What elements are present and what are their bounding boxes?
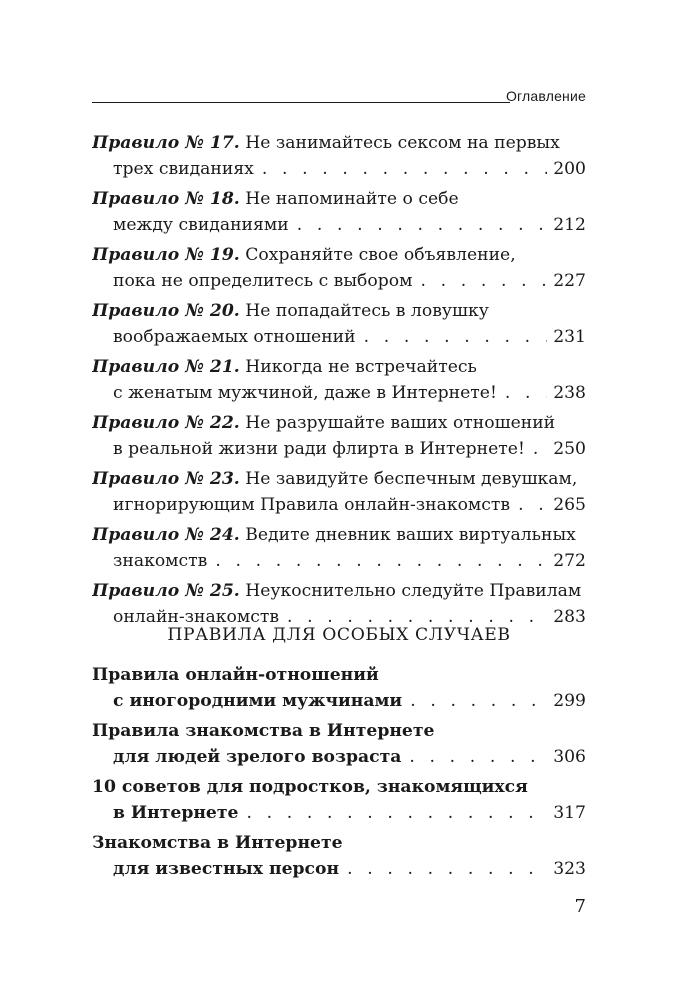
page-number: 231 [553, 327, 586, 347]
entry-title-line2: для известных персон [113, 859, 340, 879]
dot-leader [533, 436, 547, 462]
rule-title-line1: Не занимайтесь сексом на первых [245, 133, 560, 153]
rule-title-line2: трех свиданиях [113, 159, 254, 179]
rule-title-line2: с женатым мужчиной, даже в Интернете! [113, 383, 497, 403]
rule-number: Правило № 22. [92, 413, 240, 433]
entry-title-line2: в Интернете [113, 803, 239, 823]
rule-title-line1: Неукоснительно следуйте Правилам [245, 581, 582, 601]
dot-leader [246, 800, 547, 826]
rule-title-line2: пока не определитесь с выбором [113, 271, 413, 291]
toc-entry [92, 298, 586, 350]
toc-entry [92, 130, 586, 182]
toc-entry-line1 [92, 130, 586, 156]
running-head-title: Оглавление [505, 88, 586, 104]
dot-leader [364, 324, 548, 350]
toc-entry-line2 [92, 856, 586, 882]
toc-entry-line1 [92, 186, 586, 212]
rule-title-line1: Не завидуйте беспечным девушкам, [245, 469, 578, 489]
page-number: 238 [553, 383, 586, 403]
rule-title-line2: в реальной жизни ради флирта в Интернете! [113, 439, 525, 459]
rule-title-line1: Никогда не встречайтесь [245, 357, 477, 377]
toc-entry-line2 [92, 268, 586, 294]
toc-entry-line2 [92, 548, 586, 574]
toc-entry-line1 [92, 466, 586, 492]
toc-entry-line2 [92, 688, 586, 714]
page-number: 272 [553, 551, 586, 571]
toc-entry-line2 [92, 380, 586, 406]
dot-leader [347, 856, 547, 882]
page-number: 299 [553, 691, 586, 711]
toc-entry [92, 466, 586, 518]
toc-entry-line1: Правила онлайн-отношений [92, 665, 379, 685]
page-number: 306 [553, 747, 586, 767]
dot-leader [215, 548, 547, 574]
rule-title-line1: Сохраняйте свое объявление, [245, 245, 516, 265]
toc-entry-line2 [92, 324, 586, 350]
toc-entry [92, 242, 586, 294]
toc-entry-line1 [92, 242, 586, 268]
dot-leader [505, 380, 547, 406]
entry-title-line2: с иногородними мужчинами [113, 691, 403, 711]
toc-entry-line1 [92, 578, 586, 604]
page-folio: 7 [574, 896, 586, 917]
page-number: 200 [553, 159, 586, 179]
toc-entry-line1 [92, 522, 586, 548]
rule-title-line1: Не разрушайте ваших отношений [245, 413, 556, 433]
toc-entry [92, 410, 586, 462]
rule-number: Правило № 21. [92, 357, 240, 377]
toc-entry-line2 [92, 212, 586, 238]
page-number: 227 [553, 271, 586, 291]
rule-title-line2: знакомств [113, 551, 208, 571]
rule-number: Правило № 24. [92, 525, 240, 545]
dot-leader [409, 744, 547, 770]
toc-special-list [92, 662, 586, 886]
toc-entry [92, 662, 586, 714]
toc-entry-line1 [92, 410, 586, 436]
dot-leader [420, 268, 547, 294]
toc-entry [92, 522, 586, 574]
rule-number: Правило № 25. [92, 581, 240, 601]
toc-entry [92, 774, 586, 826]
toc-entry [92, 830, 586, 882]
rule-title-line2: между свиданиями [113, 215, 289, 235]
rule-title-line2: воображаемых отношений [113, 327, 356, 347]
rule-number: Правило № 19. [92, 245, 240, 265]
toc-entry-line2 [92, 744, 586, 770]
rule-title-line1: Не напоминайте о себе [245, 189, 459, 209]
dot-leader [262, 156, 547, 182]
toc-rules-list [92, 130, 586, 634]
rule-title-line2: онлайн-знакомств [113, 607, 280, 627]
page-number: 212 [553, 215, 586, 235]
page-number: 265 [553, 495, 586, 515]
rule-title-line1: Ведите дневник ваших виртуальных [245, 525, 576, 545]
page-number: 250 [553, 439, 586, 459]
entry-title-line2: для людей зрелого возраста [113, 747, 402, 767]
section-heading: ПРАВИЛА ДЛЯ ОСОБЫХ СЛУЧАЕВ [167, 625, 511, 645]
toc-entry-line2 [92, 436, 586, 462]
dot-leader [518, 492, 547, 518]
toc-entry [92, 718, 586, 770]
page-number: 283 [553, 607, 586, 627]
page-number: 323 [553, 859, 586, 879]
toc-entry-line1: Правила знакомства в Интернете [92, 721, 435, 741]
rule-number: Правило № 23. [92, 469, 240, 489]
toc-entry-line1: 10 советов для подростков, знакомящихся [92, 777, 528, 797]
toc-entry [92, 186, 586, 238]
rule-title-line1: Не попадайтесь в ловушку [245, 301, 489, 321]
rule-number: Правило № 18. [92, 189, 240, 209]
dot-leader [410, 688, 547, 714]
running-head [92, 88, 586, 108]
toc-entry-line2 [92, 800, 586, 826]
toc-entry-line1 [92, 354, 586, 380]
rule-number: Правило № 20. [92, 301, 240, 321]
dot-leader [297, 212, 548, 238]
rule-title-line2: игнорирующим Правила онлайн-знакомств [113, 495, 511, 515]
toc-entry-line1 [92, 298, 586, 324]
toc-entry-line2 [92, 492, 586, 518]
page-number: 317 [553, 803, 586, 823]
toc-entry-line1: Знакомства в Интернете [92, 833, 343, 853]
toc-entry-line2 [92, 156, 586, 182]
toc-entry [92, 354, 586, 406]
rule-number: Правило № 17. [92, 133, 240, 153]
running-head-rule [92, 102, 510, 103]
